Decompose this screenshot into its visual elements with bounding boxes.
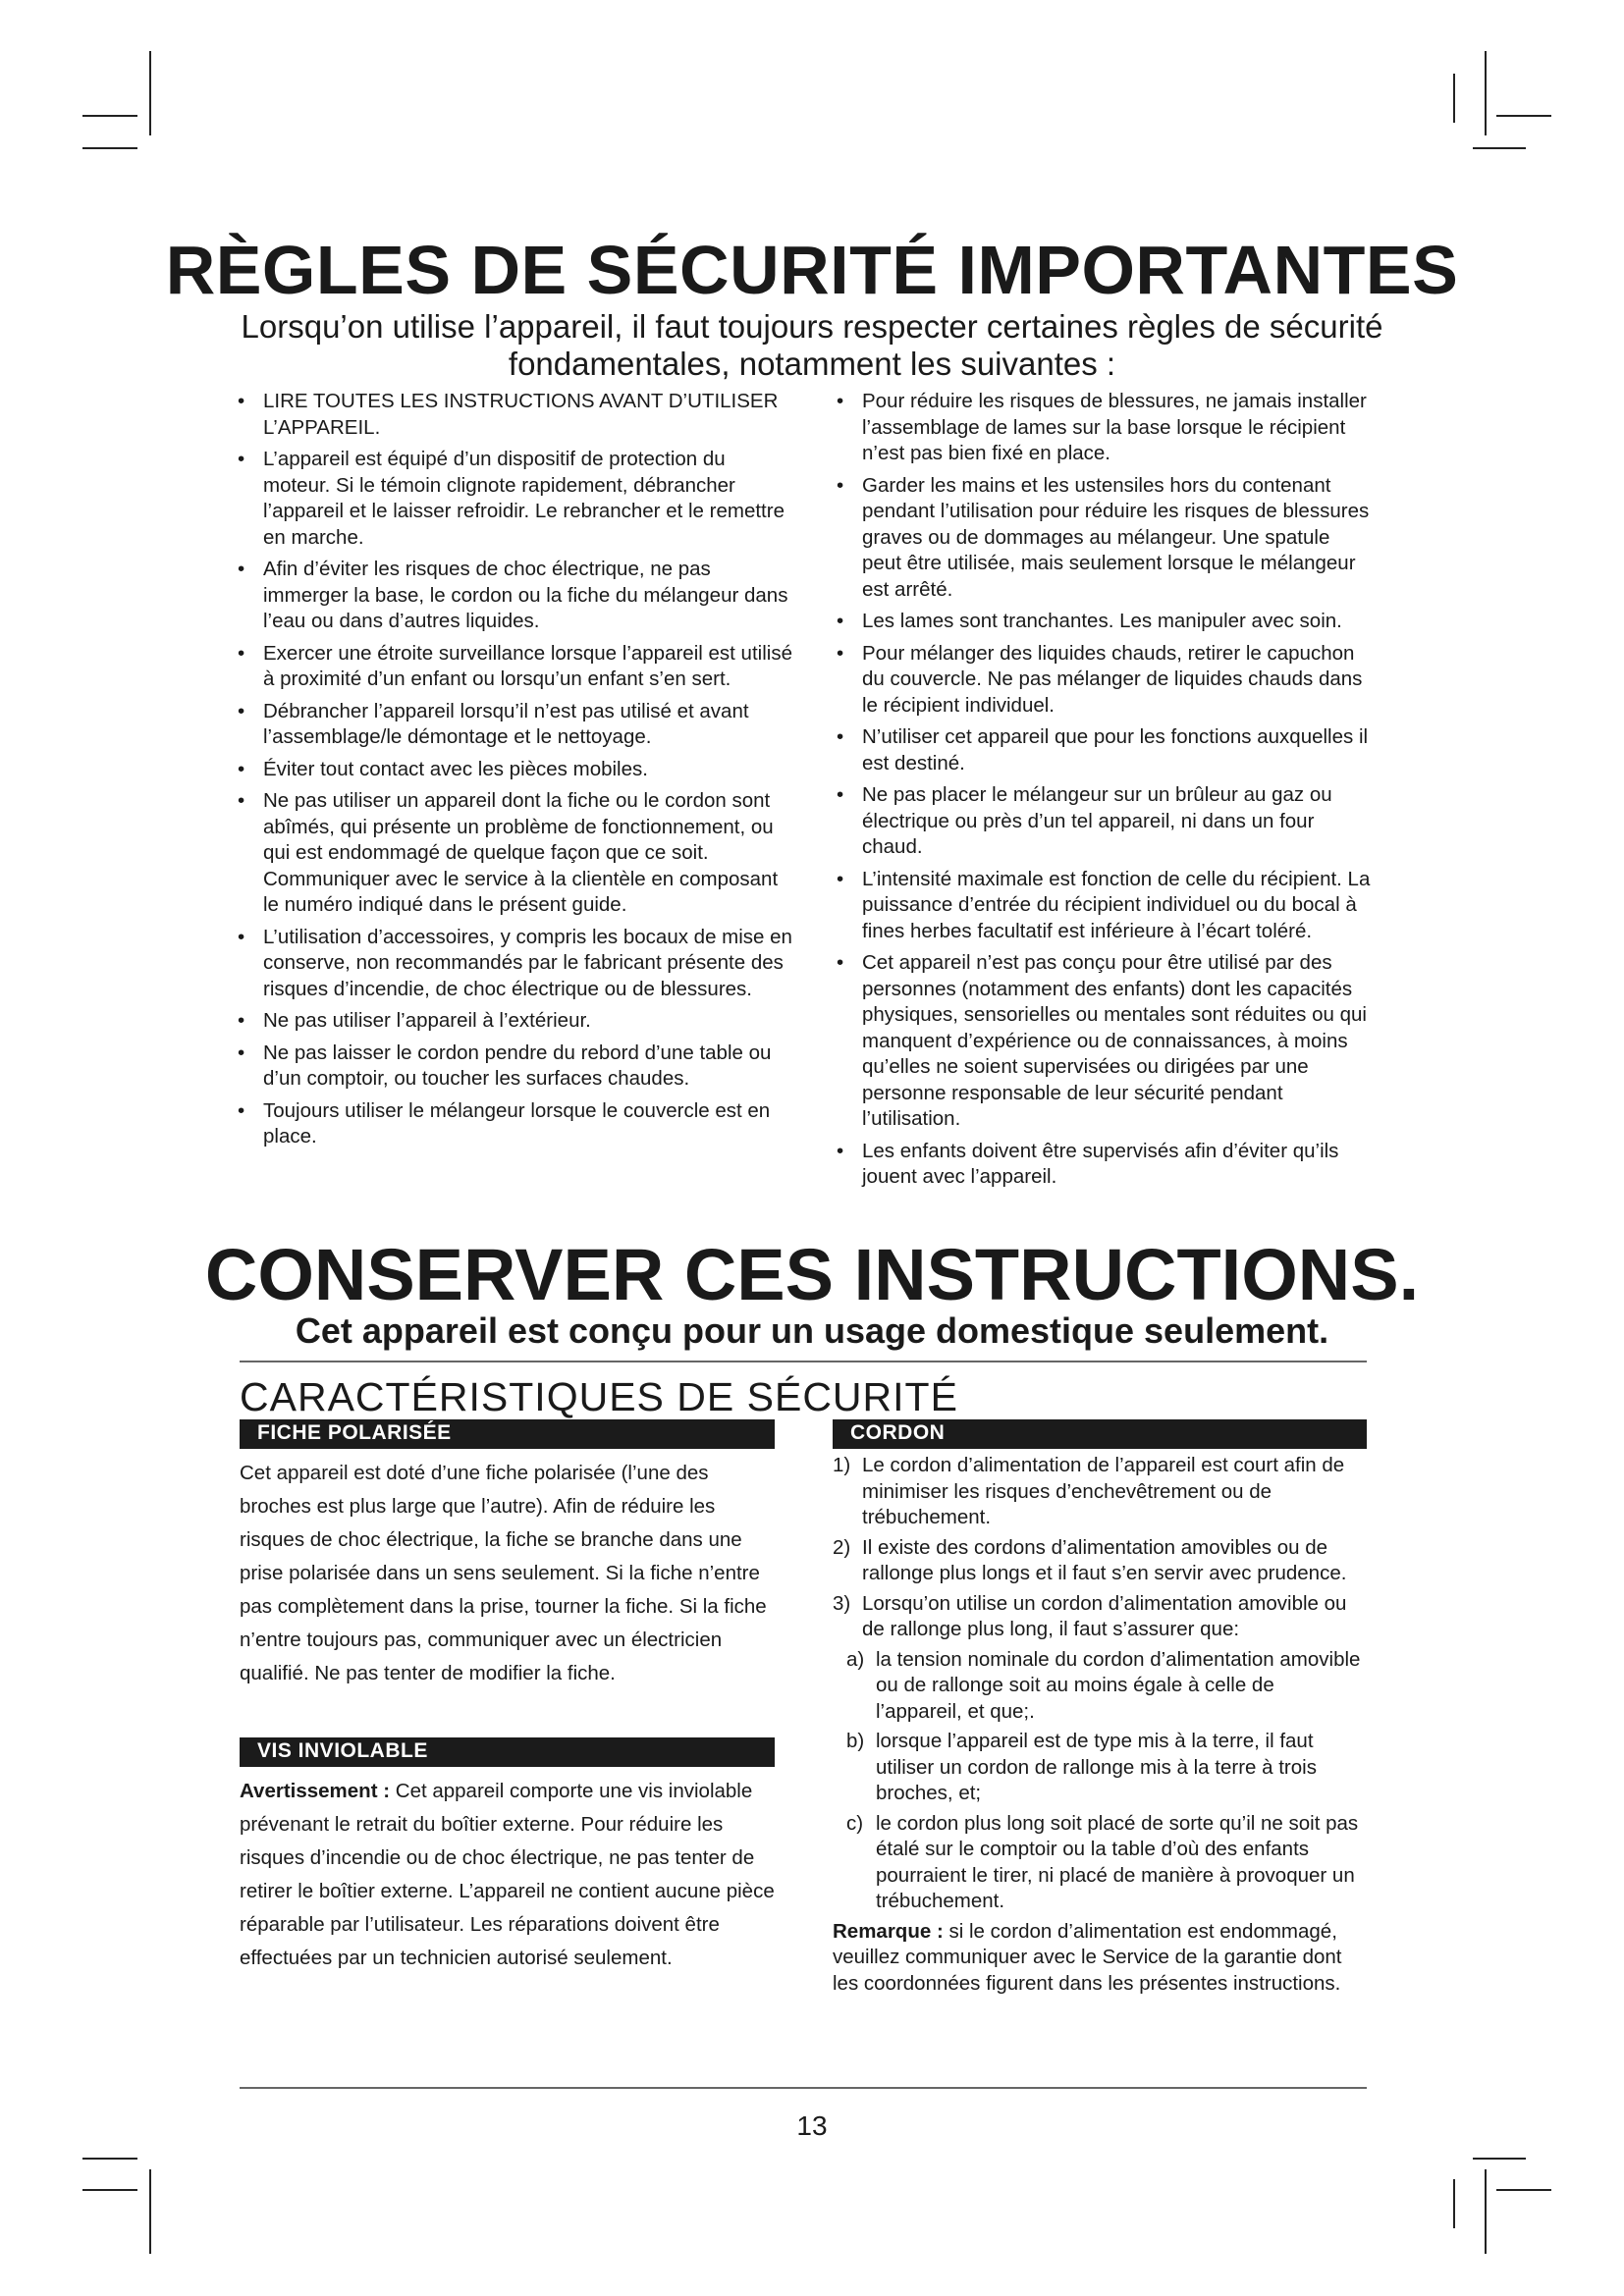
note-label: Remarque : xyxy=(833,1919,944,1943)
section-divider xyxy=(240,1361,1367,1362)
safety-item: • Garder les mains et les ustensiles hors du contenant pendant l’utilisation pour réduire les risques de blessures graves ou de dommages au mélangeur. Une spatule peut être utilisée, mais seulement lorsque le mélangeur est arrêté. xyxy=(823,473,1373,604)
safety-item: • Ne pas utiliser l’appareil à l’extérieur. xyxy=(224,1008,793,1035)
safety-item: • L’intensité maximale est fonction de celle du récipient. La puissance d’entrée du récipient individuel ou du bocal à fines herbes facultatif est inférieure à l’écart toléré. xyxy=(823,867,1373,945)
crop-mark xyxy=(149,2169,151,2254)
safety-list-left xyxy=(224,389,793,1156)
footer-divider xyxy=(240,2087,1367,2089)
crop-mark xyxy=(82,147,137,149)
crop-mark xyxy=(1473,2158,1526,2160)
safety-item: • Pour mélanger des liquides chauds, retirer le capuchon du couvercle. Ne pas mélanger de liquides chauds dans le récipient individuel. xyxy=(823,641,1373,720)
save-instructions-title: CONSERVER CES INSTRUCTIONS. xyxy=(204,1234,1420,1315)
safety-item: • Débrancher l’appareil lorsqu’il n’est pas utilisé et avant l’assemblage/le démontage et le nettoyage. xyxy=(224,699,793,751)
warning-label: Avertissement : xyxy=(240,1780,391,1802)
screw-heading: VIS INVIOLABLE xyxy=(240,1737,775,1767)
safety-item: • Ne pas utiliser un appareil dont la fiche ou le cordon sont abîmés, qui présente un problème de fonctionnement, ou qui est endommagé de quelque façon que ce soit. Communiquer avec le service à la clientèle en composant le numéro indiqué dans le présent guide. xyxy=(224,788,793,919)
cord-subitem: b) lorsque l’appareil est de type mis à la terre, il faut utiliser un cordon de rallonge mis à la terre à trois broches, et; xyxy=(846,1730,1317,1804)
safety-item: • Les lames sont tranchantes. Les manipuler avec soin. xyxy=(823,609,1373,635)
safety-item: • Éviter tout contact avec les pièces mobiles. xyxy=(224,757,793,783)
safety-list-right xyxy=(823,389,1373,1197)
crop-mark xyxy=(1485,2169,1487,2254)
safety-item: • Toujours utiliser le mélangeur lorsque le couvercle est en place. xyxy=(224,1098,793,1150)
crop-mark xyxy=(1453,74,1455,123)
safety-item: • Ne pas placer le mélangeur sur un brûleur au gaz ou électrique ou près d’un tel appareil, ni dans un four chaud. xyxy=(823,782,1373,861)
safety-item: • L’appareil est équipé d’un dispositif de protection du moteur. Si le témoin clignote rapidement, débrancher l’appareil et le laisser refroidir. Le rebrancher et le remettre en marche. xyxy=(224,447,793,551)
crop-mark xyxy=(149,51,151,135)
safety-item: • Cet appareil n’est pas conçu pour être utilisé par des personnes (notamment des enfants) dont les capacités physiques, sensorielles ou mentales sont réduites ou qui manquent d’expérience ou de connaissances, à moins qu’elles ne soient supervisées ou dirigées par une personne responsable de leur sécurité pendant l’utilisation. xyxy=(823,950,1373,1133)
cord-item: 2) Il existe des cordons d’alimentation amovibles ou de rallonge plus longs et il faut s’en servir avec prudence. xyxy=(833,1535,1347,1584)
crop-mark xyxy=(1485,51,1487,135)
cord-list xyxy=(833,1453,1363,1997)
cord-note: Remarque : si le cordon d’alimentation est endommagé, veuillez communiquer avec le Service de la garantie dont les coordonnées figurent dans les présentes instructions. xyxy=(833,1919,1342,1995)
page-number: 13 xyxy=(796,2110,828,2141)
safety-item: • Pour réduire les risques de blessures, ne jamais installer l’assemblage de lames sur la base lorsque le récipient n’est pas bien fixé en place. xyxy=(823,389,1373,467)
crop-mark xyxy=(82,2158,137,2160)
safety-item: • L’utilisation d’accessoires, y compris les bocaux de mise en conserve, non recommandés par le fabricant présente des risques d’incendie, de choc électrique ou de blessures. xyxy=(224,925,793,1003)
screw-text: Avertissement : Cet appareil comporte une vis inviolable prévenant le retrait du boîtier externe. Pour réduire les risques d’incendie ou de choc électrique, ne pas tenter de retirer le boîtier externe. L’appareil ne contient aucune pièce réparable par l’utilisateur. Les réparations doivent être effectuées par un technicien autorisé seulement. xyxy=(240,1780,775,1969)
cord-item: 3) Lorsqu’on utilise un cordon d’alimentation amovible ou de rallonge plus long, il faut s’assurer que: xyxy=(833,1591,1347,1640)
crop-mark xyxy=(1473,147,1526,149)
safety-item: • Les enfants doivent être supervisés afin d’éviter qu’ils jouent avec l’appareil. xyxy=(823,1139,1373,1191)
plug-text: Cet appareil est doté d’une fiche polarisée (l’une des broches est plus large que l’autre). Afin de réduire les risques de choc électrique, la fiche se branche dans une prise polarisée dans un sens seulement. Si la fiche n’entre pas complètement dans la prise, tourner la fiche. Si la fiche n’entre toujours pas, communiquer avec un électricien qualifié. Ne pas tenter de modifier la fiche. xyxy=(240,1462,767,1684)
safety-item: • Afin d’éviter les risques de choc électrique, ne pas immerger la base, le cordon ou la fiche du mélangeur dans l’eau ou dans d’autres liquides. xyxy=(224,557,793,635)
cord-item: 1) Le cordon d’alimentation de l’appareil est court afin de minimiser les risques d’enchevêtrement ou de trébuchement. xyxy=(833,1454,1345,1528)
safety-item: • Exercer une étroite surveillance lorsque l’appareil est utilisé à proximité d’un enfant ou lorsqu’un enfant s’en sert. xyxy=(224,641,793,693)
safety-item: • LIRE TOUTES LES INSTRUCTIONS AVANT D’UTILISER L’APPAREIL. xyxy=(224,389,793,441)
cord-heading: CORDON xyxy=(833,1419,1367,1449)
features-title: CARACTÉRISTIQUES DE SÉCURITÉ xyxy=(240,1374,958,1419)
crop-mark xyxy=(82,115,137,117)
crop-mark xyxy=(82,2189,137,2191)
cord-subitem: a) la tension nominale du cordon d’alimentation amovible ou de rallonge soit au moins égale à celle de l’appareil, et que;. xyxy=(846,1647,1361,1723)
intro-text: Lorsqu’on utilise l’appareil, il faut toujours respecter certaines règles de sécurité fondamentales, notamment les suivantes : xyxy=(241,308,1383,382)
page-title: RÈGLES DE SÉCURITÉ IMPORTANTES xyxy=(165,232,1459,308)
plug-heading: FICHE POLARISÉE xyxy=(240,1419,775,1449)
safety-item: • Ne pas laisser le cordon pendre du rebord d’une table ou d’un comptoir, ou toucher les surfaces chaudes. xyxy=(224,1041,793,1093)
cord-subitem: c) le cordon plus long soit placé de sorte qu’il ne soit pas étalé sur le comptoir ou la table d’où des enfants pourraient le tirer, ni placé de manière à provoquer un trébuchement. xyxy=(846,1811,1359,1912)
crop-mark xyxy=(1496,115,1551,117)
crop-mark xyxy=(1453,2179,1455,2228)
crop-mark xyxy=(1496,2189,1551,2191)
household-use-notice: Cet appareil est conçu pour un usage domestique seulement. xyxy=(295,1310,1329,1351)
safety-item: • N’utiliser cet appareil que pour les fonctions auxquelles il est destiné. xyxy=(823,724,1373,776)
